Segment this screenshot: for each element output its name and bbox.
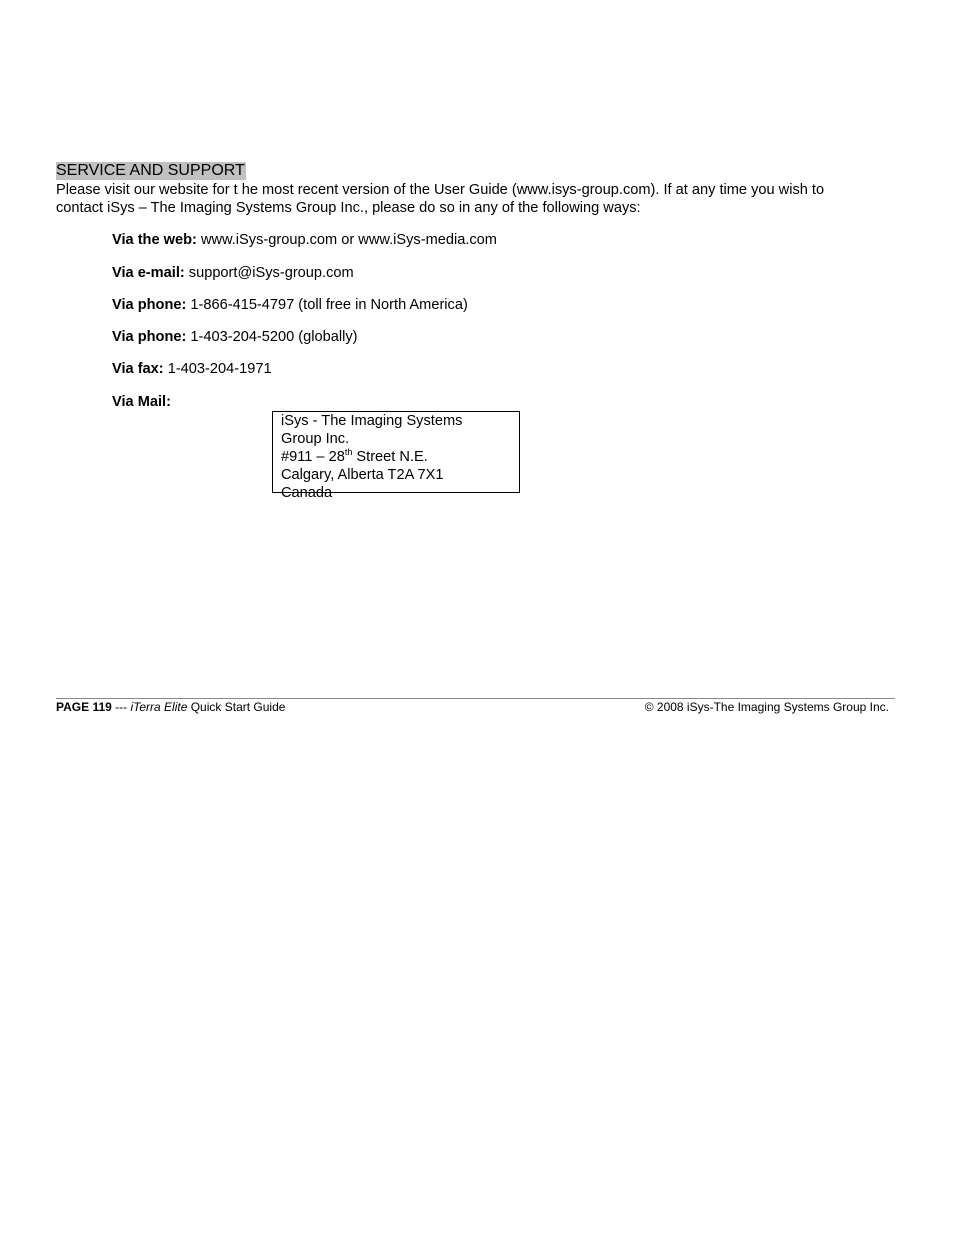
contact-value: www.iSys-group.com or www.iSys-media.com <box>196 232 497 248</box>
product-name: iTerra Elite <box>130 700 188 714</box>
mailing-address-box <box>272 411 520 501</box>
contact-label: Via e-mail: <box>112 265 185 281</box>
contact-web <box>112 231 497 249</box>
address-line: iSys - The Imaging Systems <box>281 413 463 429</box>
contact-value: 1-403-204-1971 <box>163 361 272 377</box>
contact-fax <box>112 360 272 378</box>
contact-label: Via the web: <box>112 232 197 248</box>
contact-mail <box>112 393 171 411</box>
footer-divider <box>56 698 895 699</box>
footer-copyright: © 2008 iSys-The Imaging Systems Group Inc. <box>644 700 889 714</box>
address-street-number: #911 – 28 <box>281 449 345 465</box>
contact-label: Via phone: <box>112 297 187 313</box>
page-number: PAGE 119 <box>56 700 112 714</box>
section-heading: SERVICE AND SUPPORT <box>56 162 245 179</box>
address-line: Calgary, Alberta T2A 7X1 <box>281 467 444 483</box>
contact-email <box>112 264 354 282</box>
address-line <box>281 448 511 466</box>
contact-value: 1-403-204-5200 (globally) <box>186 329 358 345</box>
contact-label: Via Mail: <box>112 394 171 410</box>
intro-line: contact iSys – The Imaging Systems Group Inc., please do so in any of the following ways: <box>56 200 641 216</box>
address-street-name: Street N.E. <box>352 449 428 465</box>
contact-value: support@iSys-group.com <box>184 265 354 281</box>
guide-name: Quick Start Guide <box>187 700 286 714</box>
address-line: Group Inc. <box>281 431 350 447</box>
contact-label: Via fax: <box>112 361 164 377</box>
intro-line: Please visit our website for t he most recent version of the User Guide (www.isys-group.com). If at any time you wish to <box>56 182 825 198</box>
contact-label: Via phone: <box>112 329 187 345</box>
contact-phone-tollfree <box>112 296 468 314</box>
address-ordinal-suffix: th <box>344 447 353 457</box>
footer-separator: --- <box>111 700 131 714</box>
footer-page-info <box>56 700 285 715</box>
contact-value: 1-866-415-4797 (toll free in North America) <box>186 297 468 313</box>
address-line: Canada <box>281 485 333 501</box>
intro-paragraph <box>56 181 906 217</box>
contact-phone-global <box>112 328 358 346</box>
